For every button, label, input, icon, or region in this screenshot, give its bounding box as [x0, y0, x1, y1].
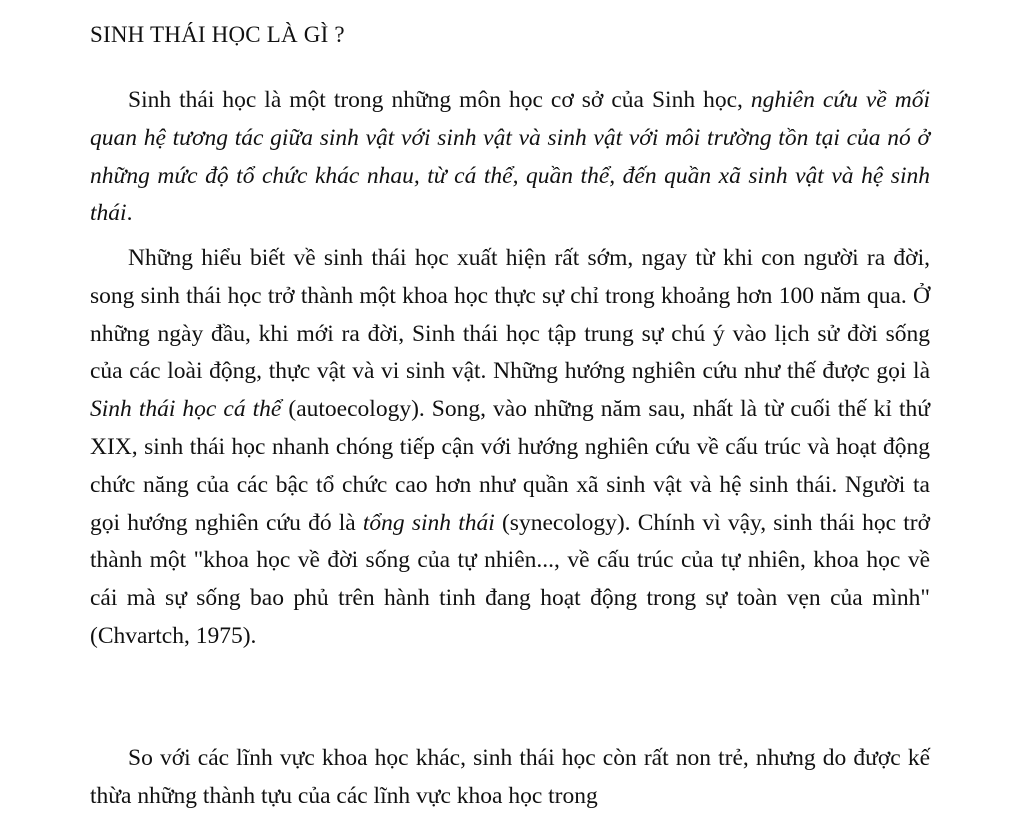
paragraph-comparison — [90, 740, 930, 816]
italic-term-autecology: Sinh thái học cá thể — [90, 396, 282, 423]
paragraph-text: Sinh thái học là một trong những môn học cơ sở của Sinh học, — [128, 87, 751, 113]
paragraph-text: (autoecology). Song, vào những năm sau, nhất là từ cuối thế kỉ thứ XIX, sinh thái học nhanh chóng tiếp cận với hướng nghiên cứu về cấu trúc và hoạt động chức năng của các bậc tổ chức cao hơn như quần xã sinh vật và hệ sinh thái. Người ta gọi hướng nghiên cứu đó là — [90, 396, 930, 536]
paragraph-text: So với các lĩnh vực khoa học khác, sinh thái học còn rất non trẻ, nhưng do được kế thừa những thành tựu của các lĩnh vực khoa học trong — [90, 745, 930, 809]
paragraph-text: Những hiểu biết về sinh thái học xuất hiện rất sớm, ngay từ khi con người ra đời, song sinh thái học trở thành một khoa học thực sự chỉ trong khoảng hơn 100 năm qua. Ở những ngày đầu, khi mới ra đời, Sinh thái học tập trung sự chú ý vào lịch sử đời sống của các loài động, thực vật và vi sinh vật. Những hướng nghiên cứu như thế được gọi là — [90, 245, 930, 385]
paragraph-definition — [90, 82, 930, 233]
paragraph-text: (synecology). Chính vì vậy, sinh thái học trở thành một "khoa học về đời sống của tự nhiên..., về cấu trúc của tự nhiên, khoa học về cái mà sự sống bao phủ trên hành tinh đang hoạt động trong sự toàn vẹn của mình" (Chvartch, 1975). — [90, 509, 930, 649]
italic-term-synecology: tổng sinh thái — [362, 509, 495, 536]
italic-text: nghiên cứu về mối quan hệ tương tác giữa sinh vật với sinh vật và sinh vật với môi trường tồn tại của nó ở những mức độ tổ chức khác nhau, từ cá thể, quần thể, đến quần xã sinh vật và hệ sinh thái — [90, 87, 930, 227]
section-heading: SINH THÁI HỌC LÀ GÌ ? — [90, 22, 345, 47]
paragraph-text: . — [126, 200, 133, 227]
paragraph-history — [90, 240, 930, 656]
